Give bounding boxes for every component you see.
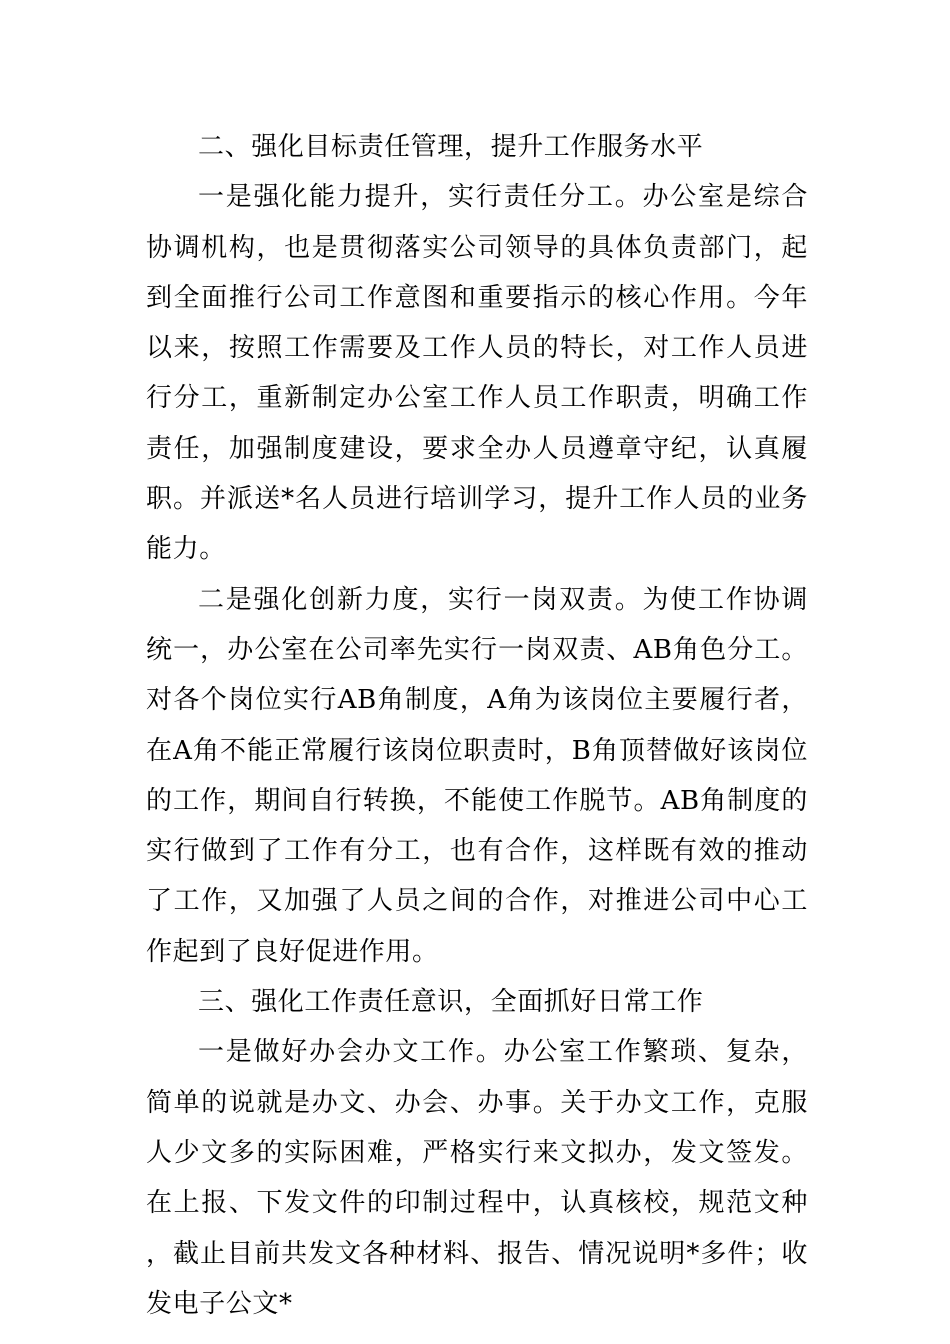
section-heading-3: 三、强化工作责任意识，全面抓好日常工作 — [198, 987, 704, 1018]
paragraph-capability: 一是强化能力提升，实行责任分工。办公室是综合协调机构，也是贯彻落实公司领导的具体负责部门，起到全面推行公司工作意图和重要指示的核心作用。今年以来，按照工作需要及工作人员的特长，对工作人员进行分工，重新制定办公室工作人员工作职责，明确工作责任，加强制度建设，要求全办人员遵章守纪，认真履职。并派送*名人员进行培训学习，提升工作人员的业务能力。 — [146, 182, 808, 565]
paragraph-meetings-documents: 一是做好办会办文工作。办公室工作繁琐、复杂，简单的说就是办文、办会、办事。关于办文工作，克服人少文多的实际困难，严格实行来文拟办，发文签发。在上报、下发文件的印制过程中，认真核校，规范文种，截止目前共发文各种材料、报告、情况说明*多件；收发电子公文* — [146, 1037, 808, 1319]
paragraph-innovation: 二是强化创新力度，实行一岗双责。为使工作协调统一，办公室在公司率先实行一岗双责、AB角色分工。对各个岗位实行AB角制度，A角为该岗位主要履行者，在A角不能正常履行该岗位职责时，B角顶替做好该岗位的工作，期间自行转换，不能使工作脱节。AB角制度的实行做到了工作有分工，也有合作，这样既有效的推动了工作，又加强了人员之间的合作，对推进公司中心工作起到了良好促进作用。 — [146, 584, 808, 967]
section-heading-2: 二、强化目标责任管理，提升工作服务水平 — [198, 132, 704, 162]
document-body — [146, 122, 808, 1329]
